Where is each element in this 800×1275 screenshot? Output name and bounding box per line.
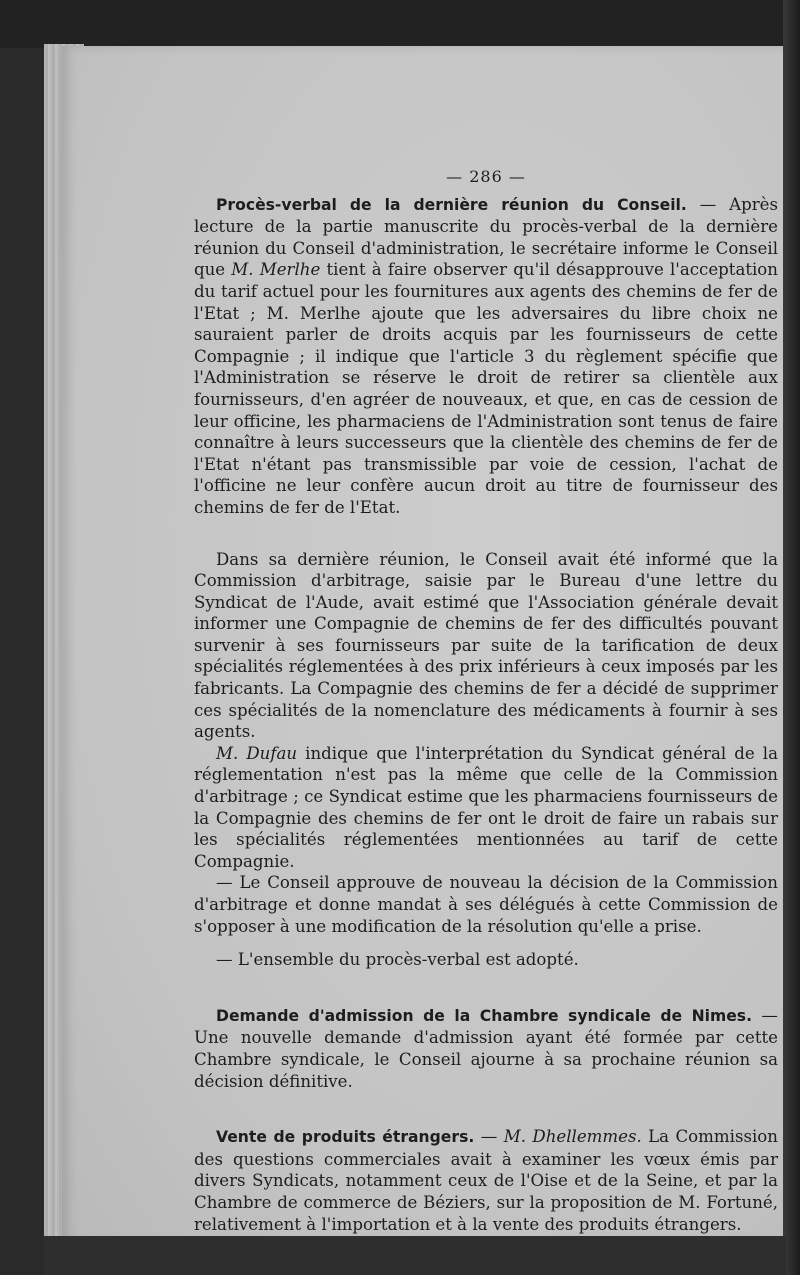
- vente-dash: —: [474, 1127, 504, 1147]
- scan-background-bottom: [44, 1236, 786, 1275]
- vente-name: M. Dhellemmes.: [503, 1127, 642, 1147]
- dufau-name: M. Dufau: [216, 743, 298, 763]
- nimes-text: — Une nouvelle demande d'admission ayant été formée par cette Chambre syndicale, le Conseil ajourne à sa prochaine réunion sa décision définitive.: [194, 1005, 778, 1091]
- proces-verbal-text-1: — Après lecture de la partie manuscrite du procès-verbal de la dernière réunion du Conseil d'administration, le secrétaire informe le Conseil que: [194, 194, 778, 280]
- dufau-paragraph: [194, 743, 778, 873]
- proces-verbal-paragraph: [194, 194, 778, 519]
- vente-heading: Vente de produits étrangers.: [216, 1128, 475, 1147]
- nimes-heading: Demande d'admission de la Chambre syndicale de Nimes.: [216, 1006, 753, 1025]
- proces-verbal-heading: Procès-verbal de la dernière réunion du Conseil.: [216, 195, 687, 214]
- nimes-paragraph: [194, 1005, 778, 1092]
- arbitrage-paragraph: Dans sa dernière réunion, le Conseil avait été informé que la Commission d'arbitrage, saisie par le Bureau d'une lettre du Syndicat de l'Aude, avait estimé que l'Association générale devait informer une Compagnie de chemins de fer des difficultés pouvant survenir à ses fournisseurs par suite de la tarification de deux spécialités réglementées à des prix inférieurs à ceux imposés par les fabricants. La Compagnie des chemins de fer a décidé de supprimer ces spécialités de la nomenclature des médicaments à fournir à ses agents.: [194, 549, 778, 742]
- page-number: — 286 —: [446, 167, 526, 186]
- scan-background-right: [783, 0, 800, 1275]
- vente-text: La Commission des questions commerciales avait à examiner les vœux émis par divers Syndicats, notamment ceux de l'Oise et de la Seine, et par la Chambre de commerce de Béziers, sur la proposition de M. Fortuné, relativement à l'importation et à la vente des produits étrangers.: [194, 1127, 778, 1234]
- conseil-approuve-paragraph: — Le Conseil approuve de nouveau la décision de la Commission d'arbitrage et donne mandat à ses délégués à cette Commission de s'opposer à une modification de la résolution qu'elle a prise.: [194, 873, 778, 936]
- scan-background-top: [0, 0, 800, 48]
- dufau-text: indique que l'interprétation du Syndicat général de la réglementation n'est pas la même que celle de la Commission d'arbitrage ; ce Syndicat estime que les pharmaciens fournisseurs de la Compagnie des chemins de fer ont le droit de faire un rabais sur les spécialités réglementées mentionnées au tarif de cette Compagnie.: [194, 743, 778, 871]
- proces-verbal-name-merlhe: M. Merlhe: [231, 260, 321, 280]
- vente-paragraph: [194, 1126, 778, 1235]
- proces-verbal-text-2: tient à faire observer qu'il désapprouve l'acceptation du tarif actuel pour les fournitures aux agents des chemins de fer de l'Etat ; M. Merlhe ajoute que les adversaires du libre choix ne sauraient parler de droits acquis par les fournisseurs de cette Compagnie ; il indique que l'article 3 du règlement spécifie que l'Administration se réserve le droit de retirer sa clientèle aux fournisseurs, d'en agréer de nouveaux, et que, en cas de cession de leur officine, les pharmaciens de l'Administration sont tenus de faire connaître à leurs successeurs que la clientèle des chemins de fer de l'Etat n'étant pas transmissible par voie de cession, l'achat de l'officine ne leur confère aucun droit au titre de fournisseur des chemins de fer de l'Etat.: [194, 260, 778, 517]
- adoption-paragraph: — L'ensemble du procès-verbal est adopté.: [216, 950, 579, 970]
- text-column: [194, 166, 778, 1235]
